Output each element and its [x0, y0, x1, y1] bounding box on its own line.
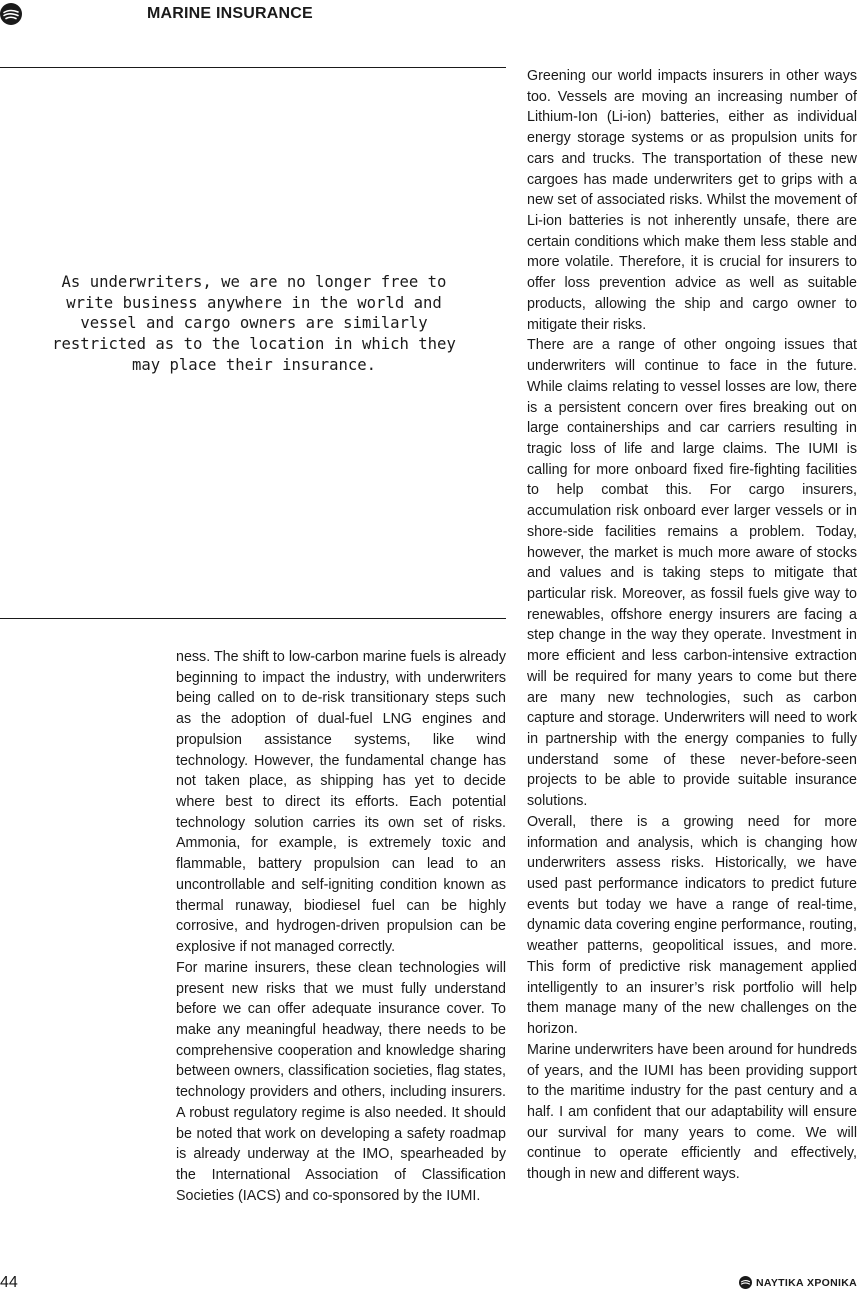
body-paragraph: For marine insurers, these clean technologies will present new risks that we must fully understand before we can offer adequate insurance cover. To make any meaningful headway, there needs to be comprehensive cooperation and knowledge sharing between owners, classification societies, flag states, technology providers and others, including insurers. A robust regulatory regime is also needed. It should be noted that work on developing a safety roadmap is already underway at the IMO, spearheaded by the International Association of Classification Societies (IACS) and co-sponsored by the IUMI.	[176, 959, 506, 1204]
body-column-left	[176, 647, 506, 1206]
pull-quote: As underwriters, we are no longer free to write business anywhere in the world and vessel and cargo owners are similarly restricted as to the location in which they may place their insurance.	[52, 273, 456, 374]
pull-quote-top-divider	[0, 67, 506, 68]
body-paragraph: There are a range of other ongoing issues that underwriters will continue to face in the future. While claims relating to vessel losses are low, there is a persistent concern over fires breaking out on large containerships and car carriers resulting in tragic loss of life and large claims. The IUMI is calling for more onboard fixed fire-fighting facilities to help combat this. For cargo insurers, accumulation risk onboard ever larger vessels or in shore-side facilities remains a problem. Today, however, the market is much more aware of stocks and values and is taking steps to mitigate that particular risk. Moreover, as fossil fuels give way to renewables, offshore energy insurers are facing a step change in the way they operate. Investment in more efficient and less carbon-intensive extraction will be required for many years to come but there are many new technologies, such as carbon capture and storage. Underwriters will need to work in partnership with the energy companies to fully understand some of these never-before-seen projects to be able to provide suitable insurance solutions.	[527, 337, 857, 810]
pull-quote-bottom-divider	[0, 618, 506, 619]
body-paragraph: Marine underwriters have been around for hundreds of years, and the IUMI has been providing support to the maritime industry for the past century and a half. I am confident that our adaptability will ensure our survival for many years to come. We will continue to operate efficiently and effectively, though in new and different ways.	[527, 1041, 857, 1183]
section-title: MARINE INSURANCE	[147, 5, 313, 22]
body-paragraph: ness. The shift to low-carbon marine fuels is already beginning to impact the industry, with underwriters being called on to de-risk transitionary steps such as the adoption of dual-fuel LNG engines and propulsion assistance systems, like wind technology. However, the fundamental change has not taken place, as shipping has yet to decide where best to direct its efforts. Each potential technology solution carries its own set of risks. Ammonia, for example, is extremely toxic and flammable, battery propulsion can lead to an uncontrollable and self-igniting condition known as thermal runaway, biodiesel fuel can be highly corrosive, and hydrogen-driven propulsion can be explosive if not managed correctly.	[176, 649, 506, 956]
body-column-right	[527, 66, 857, 1185]
publication-logo-icon	[739, 1276, 752, 1289]
body-paragraph: Overall, there is a growing need for more information and analysis, which is changing how underwriters assess risks. Historically, we have used past performance indicators to predict future events but today we have a range of real-time, dynamic data covering engine performance, routing, weather patterns, geopolitical issues, and more. This form of predictive risk management applied intelligently to an insurer’s risk portfolio will help them manage many of the new challenges on the horizon.	[527, 813, 857, 1038]
body-paragraph: Greening our world impacts insurers in other ways too. Vessels are moving an increasing number of Lithium-Ion (Li-ion) batteries, either as individual energy storage systems or as propulsion units for cars and trucks. The transportation of these new cargoes has made underwriters get to grips with a new set of associated risks. Whilst the movement of Li-ion batteries is not inherently unsafe, there are certain conditions which make them less stable and more volatile. Therefore, it is crucial for insurers to offer loss prevention advice as well as suitable products, allowing the ship and cargo owner to mitigate their risks.	[527, 68, 857, 333]
publication-name: ΝΑΥΤΙΚΑ ΧΡΟΝΙΚΑ	[756, 1276, 857, 1289]
wave-logo-icon	[0, 3, 22, 25]
page-number: 44	[0, 1274, 18, 1291]
publication-credit	[739, 1276, 857, 1289]
